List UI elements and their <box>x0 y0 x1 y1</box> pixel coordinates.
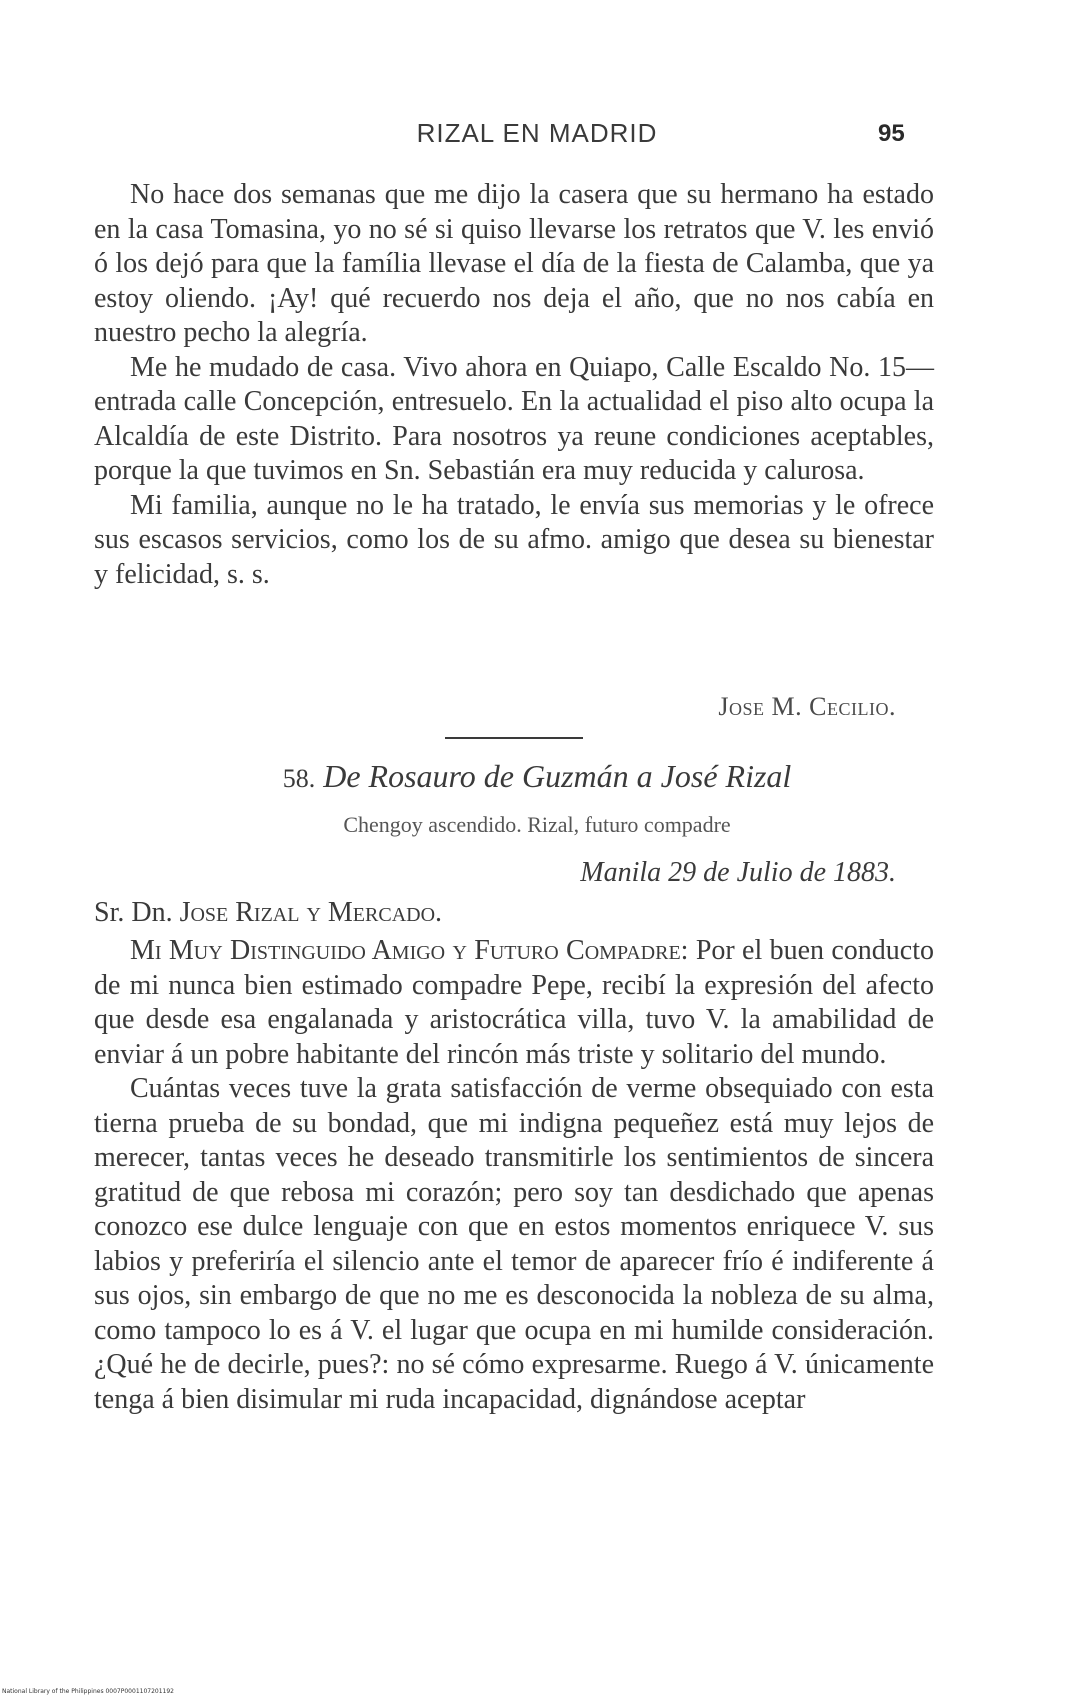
running-title: RIZAL EN MADRID <box>416 118 658 148</box>
letter-heading <box>0 758 1074 795</box>
signature: Jose M. Cecilio. <box>718 692 896 721</box>
letter-body <box>94 934 934 1417</box>
paragraph <box>94 934 934 1072</box>
section-divider <box>445 737 583 739</box>
letter-number: 58. <box>282 764 316 793</box>
addressee-name: Jose Rizal y Mercado. <box>179 897 443 928</box>
scan-credit: National Library of the Philippines 0007P0001107201192 <box>2 1688 174 1695</box>
salutation: Mi Muy Distinguido Amigo y Futuro Compadre: <box>130 935 689 966</box>
paragraph: Cuántas veces tuve la grata satisfacción de verme obsequiado con esta tierna prueba de su bondad, que mi indigna pequeñez está muy lejos de merecer, tantas veces he deseado transmitirle los sentimientos de sincera gratitud de que rebosa mi corazón; pero soy tan desdichado que apenas conozco ese dulce lenguaje con que en estos momentos enriquece V. sus labios y preferiría el silencio ante el temor de aparecer frío é indiferente á sus ojos, sin embargo de que no me es desconocida la nobleza de su alma, como tampoco lo es á V. el lugar que ocupa en mi humilde consideración. ¿Qué he de decirle, pues?: no sé cómo expresarme. Ruego á V. únicamente tenga á bien disimular mi ruda incapacidad, dignándose aceptar <box>94 1073 934 1415</box>
paragraph: Me he mudado de casa. Vivo ahora en Quiapo, Calle Escaldo No. 15—entrada calle Concepción, entresuelo. En la actualidad el piso alto ocupa la Alcaldía de este Distrito. Para nosotros ya reune condiciones aceptables, porque la que tuvimos en Sn. Sebastián era muy reducida y calurosa. <box>94 351 934 486</box>
previous-letter-body <box>94 178 934 592</box>
paragraph-text: Por el buen conducto de mi nunca bien estimado compadre Pepe, recibí la expresión del afecto que desde esa engalanada y aristocrática villa, tuvo V. la amabilidad de enviar á un pobre habitante del rincón más triste y solitario del mundo. <box>94 935 935 1070</box>
paragraph: Mi familia, aunque no le ha tratado, le envía sus memorias y le ofrece sus escasos servicios, como los de su afmo. amigo que desea su bienestar y felicidad, s. s. <box>94 489 934 590</box>
addressee-prefix: Sr. Dn. <box>94 897 173 928</box>
dateline: Manila 29 de Julio de 1883. <box>580 857 896 888</box>
page-number: 95 <box>878 120 905 147</box>
letter-summary: Chengoy ascendido. Rizal, futuro compadre <box>343 812 731 837</box>
letter-title: De Rosauro de Guzmán a José Rizal <box>323 758 792 794</box>
paragraph: No hace dos semanas que me dijo la casera que su hermano ha estado en la casa Tomasina, yo no sé si quiso llevarse los retratos que V. les envió ó los dejó para que la família llevase el día de la fiesta de Calamba, que ya estoy oliendo. ¡Ay! qué recuerdo nos deja el año, que no nos cabía en nuestro pecho la alegría. <box>94 179 934 348</box>
addressee <box>94 897 442 929</box>
